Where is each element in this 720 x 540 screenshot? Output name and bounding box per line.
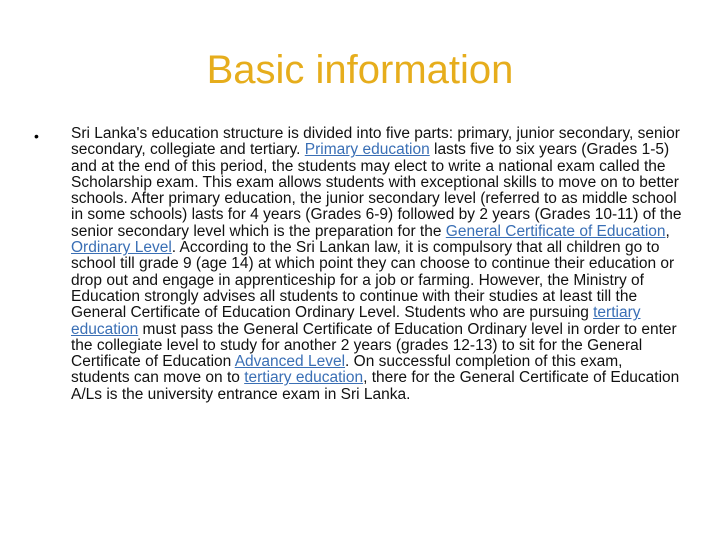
link-primary-education[interactable]: Primary education <box>304 141 430 159</box>
text-segment: , <box>665 222 670 240</box>
link-advanced-level[interactable]: Advanced Level <box>234 353 346 371</box>
link-general-certificate-of-education[interactable]: General Certificate of Education <box>445 222 666 240</box>
link-tertiary-education[interactable]: tertiary education <box>71 304 641 338</box>
slide-title: Basic information <box>206 48 514 92</box>
text-segment: must pass the General Certificate of Education Ordinary level in order to enter the collegiate level to study for another 2 years (grades 12-13) to sit for the General Certificate of Education <box>71 320 677 371</box>
bullet-paragraph <box>71 126 683 403</box>
text-segment: Sri Lanka's education structure is divided into five parts: primary, junior secondary, senior secondary, collegiate and tertiary. <box>71 125 680 159</box>
link-tertiary-education-2[interactable]: tertiary education <box>244 369 364 387</box>
text-segment: . On successful completion of this exam, students can move on to <box>71 353 623 387</box>
text-segment: , there for the General Certificate of Education A/Ls is the university entrance exam in Sri Lanka. <box>71 369 680 403</box>
text-segment: lasts five to six years (Grades 1-5) and at the end of this period, the students may elect to write a national exam called the Scholarship exam. This exam allows students with exceptional skills to move on to better schools. After primary education, the junior secondary level (referred to as middle school in some schools) lasts for 4 years (Grades 6-9) followed by 2 years (Grades 10-11) of the senior secondary level which is the preparation for the <box>71 141 682 240</box>
text-segment: . According to the Sri Lankan law, it is compulsory that all children go to school till grade 9 (age 14) at which point they can choose to continue their education or drop out and engage in apprenticeship for a job or farming. However, the Ministry of Education strongly advises all students to continue with their studies at least till the General Certificate of Education Ordinary Level. Students who are pursuing <box>71 239 675 322</box>
bullet-marker: • <box>34 128 39 144</box>
link-ordinary-level[interactable]: Ordinary Level <box>71 239 172 257</box>
